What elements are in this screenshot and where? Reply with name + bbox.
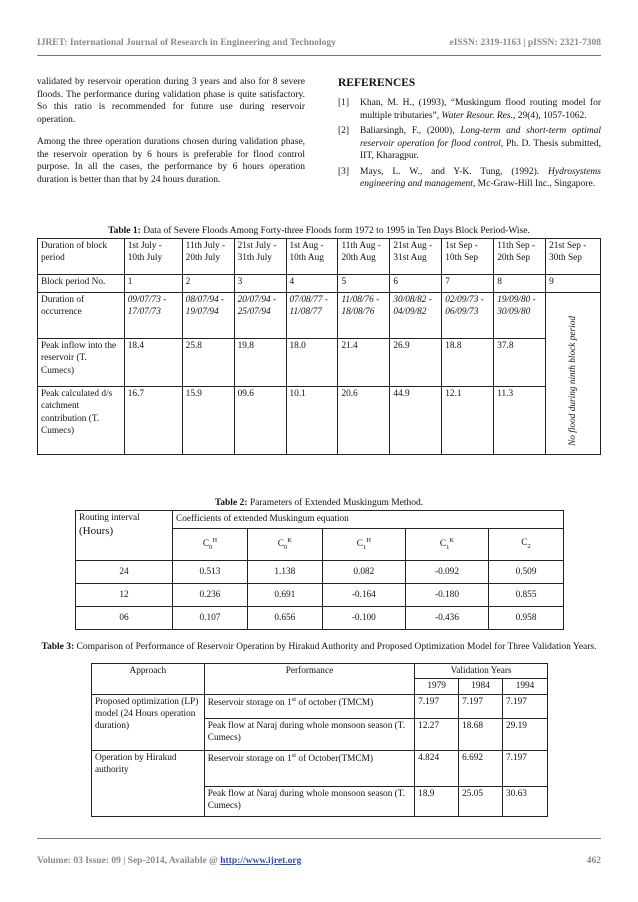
table-row: Peak flow at Naraj during whole monsoon season (T. Cumecs) 18.9 25.05 30.63 [92,786,548,816]
header-rule [37,55,601,56]
routing-header: Routing interval (Hours) [76,511,173,561]
reference-item: [3] Mays, L. W., and Y-K. Tung, (1992). Hydrosystems engineering and management, Mc-Graw-Hill Inc., Singapore. [338,166,601,190]
year-header: 1984 [459,679,503,694]
table3-caption: Table 3: Comparison of Performance of Reservoir Operation by Hirakud Authority and Proposed Optimization Model for Three Validation Years. [41,642,597,652]
table-row: Peak inflow into the reservoir (T. Cumecs) 18.4 25.8 19.8 18.0 21.4 26.9 18.8 37.8 [38,339,601,387]
table-row [76,511,564,529]
footer-rule [37,838,601,839]
approach-header: Approach [92,664,205,695]
footer-text: Volume: 03 Issue: 09 | Sep-2014, Available @ [37,856,221,866]
performance-cell: Peak flow at Naraj during whole monsoon season (T. Cumecs) [204,786,414,816]
table-row: 06 0.107 0.656 -0.100 -0.436 0.958 [76,607,564,630]
row-label: Peak calculated d/s catchment contribution (T. Cumecs) [38,387,125,455]
period-cell: 11th Aug - 20th Aug [338,239,390,275]
coef-c0k: $C_0^K$ [247,529,322,561]
approach-cell: Operation by Hirakud authority [92,750,205,816]
performance-cell: Reservoir storage on 1st of october (TMCM) [204,694,414,718]
table-row: 12 0.236 0.691 -0.164 -0.180 0.855 [76,584,564,607]
period-cell: 11th Sep - 20th Sep [494,239,546,275]
paragraph: Among the three operation durations chosen during validation phase, the reservoir operation by 6 hours is preferable for flood control purpose. In all the cases, the performance by 6 hours operation duration is better than that by 24 hours duration. [37,137,305,185]
table1 [37,238,601,455]
paragraph: validated by reservoir operation during 3 years and also for 8 severe floods. The performance during validation phase is quite satisfactory. So this ratio is recommended for future use during reservoir operation. [37,77,305,125]
journal-issn: eISSN: 2319-1163 | pISSN: 2321-7308 [449,38,601,48]
validation-years-header: Validation Years [415,664,548,679]
period-cell: 21st July - 31th July [234,239,286,275]
period-cell: 11th July - 20th July [182,239,234,275]
no-flood-note-cell [546,293,601,455]
period-cell: 21st Sep - 30th Sep [546,239,601,275]
left-column [37,76,305,196]
table-row [38,239,601,275]
performance-cell: Peak flow at Naraj during whole monsoon season (T. Cumecs) [204,718,414,750]
journal-link[interactable]: http://www.ijret.org [220,856,302,866]
coef-c1h: $C_1^H$ [322,529,405,561]
table-row: Peak flow at Naraj during whole monsoon season (T. Cumecs) 12.27 18.68 29.19 [92,718,548,750]
row-label: Duration of block period [38,239,125,275]
no-flood-note: No flood during ninth block period [567,315,578,446]
coef-header: Coefficients of extended Muskingum equation [173,511,564,529]
coef-c0h: $C_0^H$ [173,529,248,561]
table-row: Proposed optimization (LP) model (24 Hours operation duration) Reservoir storage on 1st of october (TMCM) 7.197 7.197 7.197 [92,694,548,718]
period-cell: 1st Sep - 10th Sep [442,239,494,275]
row-label: Peak inflow into the reservoir (T. Cumecs) [38,339,125,387]
table-row: Duration of occurrence 09/07/73 - 17/07/73 08/07/94 - 19/07/94 20/07/94 - 25/07/94 07/08/77 - 11/08/77 11/08/76 - 18/08/76 30/08/82 - 04/09/82 02/09/73 - 06/09/73 19/09/80 - 30/09/80 No flood during ninth block period [38,293,601,339]
page-number: 462 [586,856,601,866]
row-label: Block period No. [38,275,125,293]
table-row: Peak calculated d/s catchment contribution (T. Cumecs) 16.7 15.9 09.6 10.1 20.6 44.9 12.1 11.3 [38,387,601,455]
table1-caption: Table 1: Data of Severe Floods Among Forty-three Floods form 1972 to 1995 in Ten Days Block Period-Wise. [108,226,530,236]
coef-c1k: $C_1^K$ [405,529,488,561]
table-row: Block period No. 1 2 3 4 5 6 7 8 9 [38,275,601,293]
coef-c2: $C_2$ [489,529,564,561]
table2-caption: Table 2: Parameters of Extended Muskingum Method. [214,498,424,508]
table3 [91,663,548,817]
table-row: Operation by Hirakud authority Reservoir storage on 1st of October(TMCM) 4.824 6.692 7.197 [92,750,548,786]
year-header: 1979 [415,679,459,694]
reference-item: [1] Khan, M. H., (1993), “Muskingum flood routing model for multiple tributaries”, Water Resour. Res., 29(4), 1057-1062. [338,98,601,121]
period-cell: 1st July - 10th July [124,239,182,275]
references-title: REFERENCES [338,77,416,89]
table-row [92,664,548,679]
row-label: Duration of occurrence [38,293,125,339]
table2 [75,510,564,630]
table-row: 24 0.513 1.138 0.082 -0.092 0.509 [76,561,564,584]
reference-item: [2] Baliarsingh, F., (2000), Long-term and short-term optimal reservoir operation for flood control, Ph. D. Thesis submitted, IIT, Kharagpur. [338,126,602,162]
period-cell: 21st Aug - 31st Aug [390,239,442,275]
journal-title: IJRET: International Journal of Research in Engineering and Technology [37,38,336,48]
approach-cell: Proposed optimization (LP) model (24 Hours operation duration) [92,694,205,750]
references-section [338,76,601,194]
performance-cell: Reservoir storage on 1st of October(TMCM) [204,750,414,786]
performance-header: Performance [204,664,414,695]
year-header: 1994 [503,679,548,694]
period-cell: 1st Aug - 10th Aug [286,239,338,275]
